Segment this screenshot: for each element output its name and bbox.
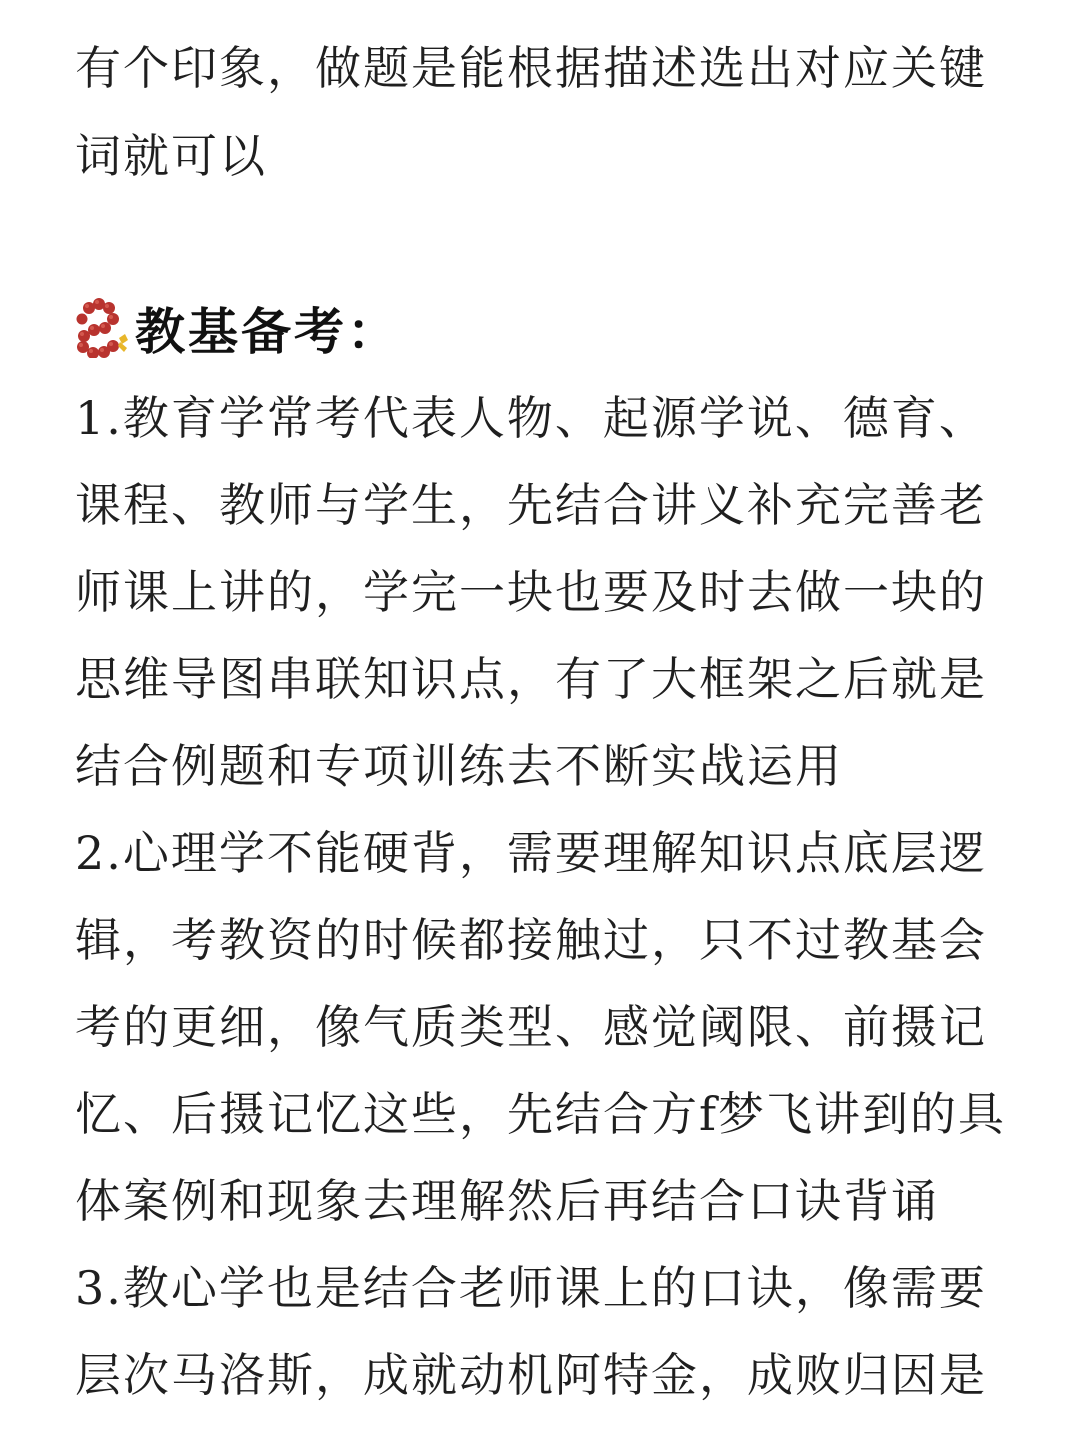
body-line: 2.心理学不能硬背，需要理解知识点底层逻 (75, 826, 987, 880)
body-line: 1.教育学常考代表人物、起源学说、德育、 (75, 391, 987, 445)
body-line: 结合例题和专项训练去不断实战运用 (75, 739, 843, 793)
body-line: 思维导图串联知识点，有了大框架之后就是 (75, 652, 987, 706)
body-line: 师课上讲的，学完一块也要及时去做一块的 (75, 565, 987, 619)
body-line: 课程、教师与学生，先结合讲义补充完善老 (75, 478, 987, 532)
prayer-beads-icon (75, 298, 131, 358)
section-heading (75, 296, 400, 360)
intro-line: 有个印象，做题是能根据描述选出对应关键 (75, 41, 987, 95)
body-line: 体案例和现象去理解然后再结合口诀背诵 (75, 1174, 939, 1228)
body-line: 3.教心学也是结合老师课上的口诀，像需要 (75, 1261, 987, 1315)
section-title: 教基备考： (135, 303, 400, 361)
body-line: 层次马洛斯，成就动机阿特金，成败归因是 (75, 1348, 987, 1402)
body-line: 忆、后摄记忆这些，先结合方f梦飞讲到的具 (75, 1087, 1007, 1141)
body-line: 辑，考教资的时候都接触过，只不过教基会 (75, 913, 987, 967)
intro-line: 词就可以 (75, 129, 267, 183)
body-line: 考的更细，像气质类型、感觉阈限、前摄记 (75, 1000, 987, 1054)
